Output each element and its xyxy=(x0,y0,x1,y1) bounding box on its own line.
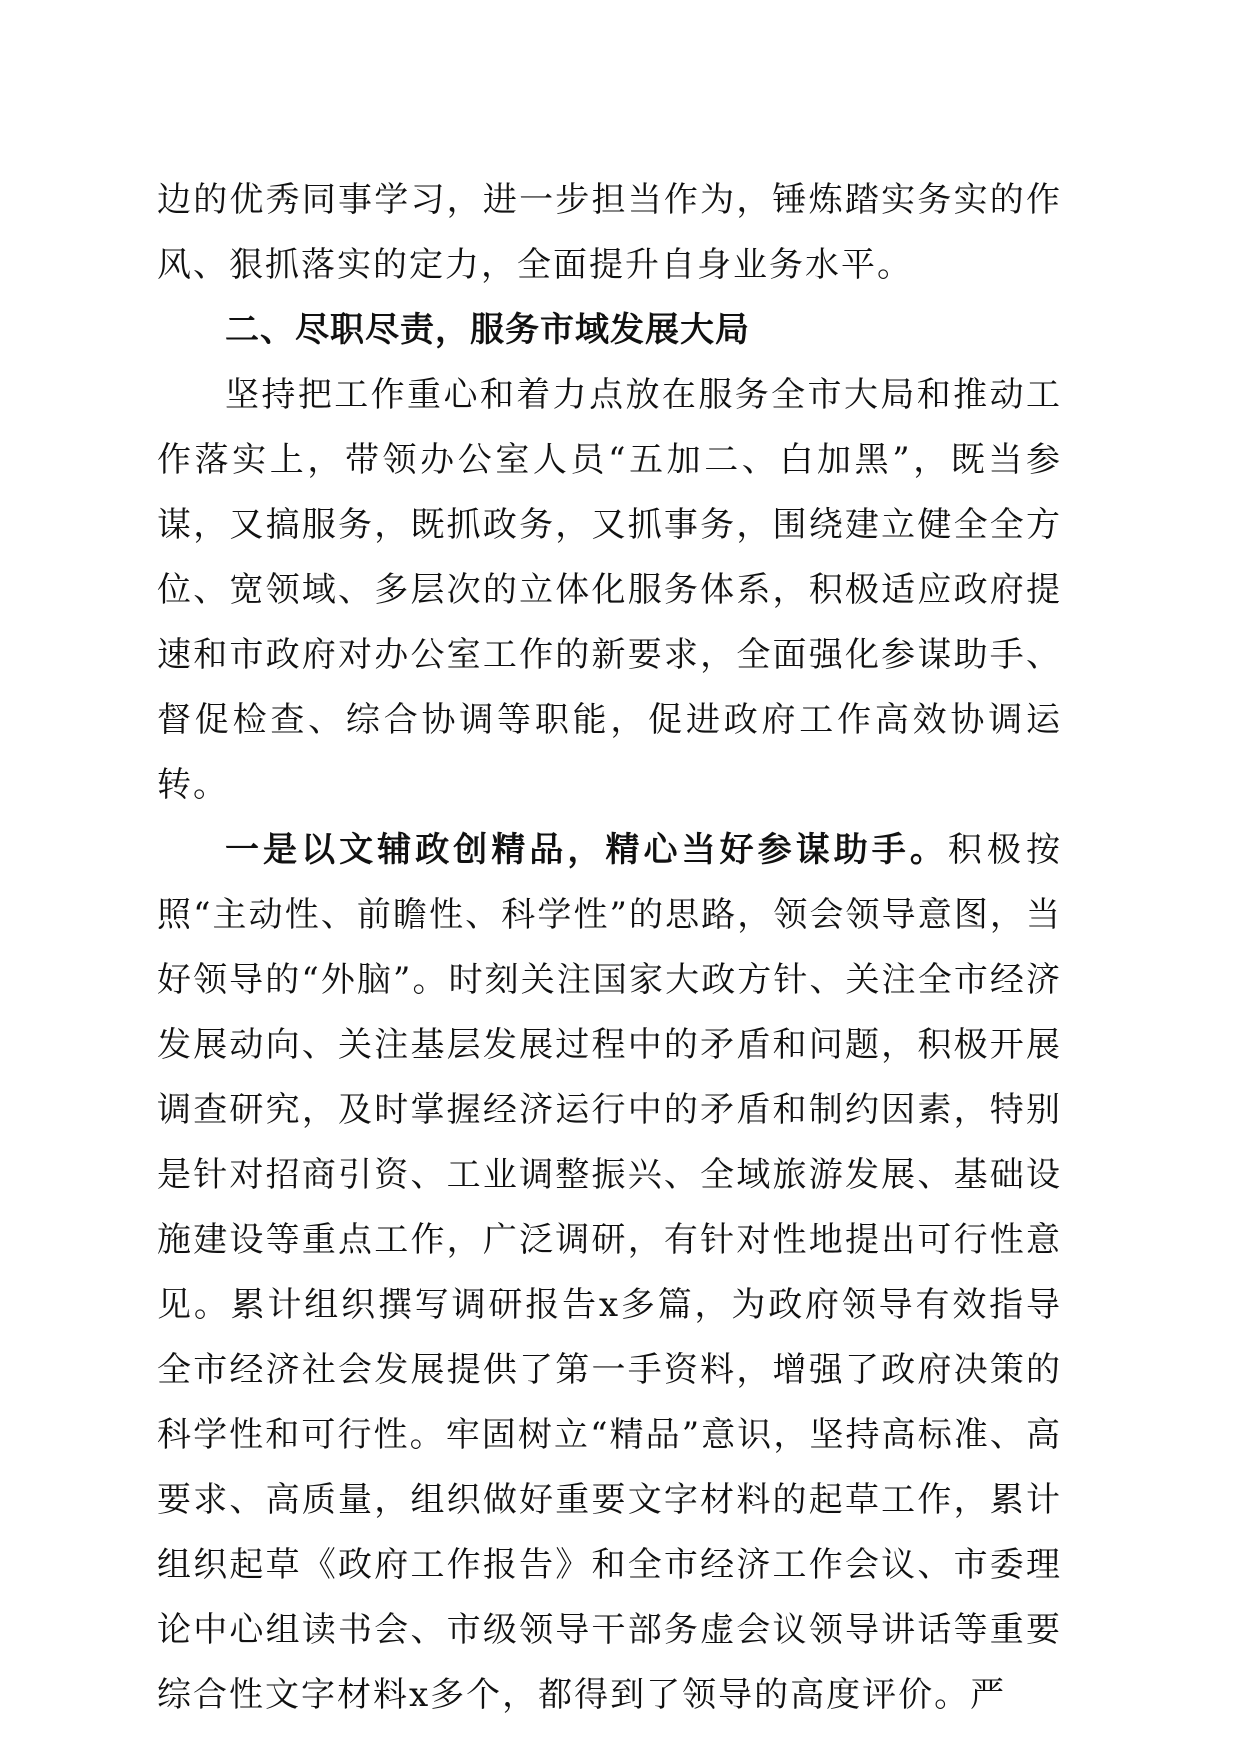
point-body-text: 积极按照“主动性、前瞻性、科学性”的思路，领会领导意图，当好领导的“外脑”。时刻关注国家大政方针、关注全市经济发展动向、关注基层发展过程中的矛盾和问题，积极开展调查研究，及时掌握经济运行中的矛盾和制约因素，特别是针对招商引资、工业调整振兴、全域旅游发展、基础设施建设等重点工作，广泛调研，有针对性地提出可行性意见。累计组织撰写调研报告x多篇，为政府领导有效指导全市经济社会发展提供了第一手资料，增强了政府决策的科学性和可行性。牢固树立“精品”意识，坚持高标准、高要求、高质量，组织做好重要文字材料的起草工作，累计组织起草《政府工作报告》和全市经济工作会议、市委理论中心组读书会、市级领导干部务虚会议领导讲话等重要综合性文字材料x多个，都得到了领导的高度评价。严 xyxy=(157,830,1063,1715)
section-heading: 二、尽职尽责，服务市域发展大局 xyxy=(225,310,750,350)
point-lead-sentence: 一是以文辅政创精品，精心当好参谋助手。 xyxy=(225,830,948,870)
paragraph-continuation: 边的优秀同事学习，进一步担当作为，锤炼踏实务实的作风、狠抓落实的定力，全面提升自身业务水平。 xyxy=(157,180,1062,285)
document-page xyxy=(157,168,1062,1728)
paragraph-body: 坚持把工作重心和着力点放在服务全市大局和推动工作落实上，带领办公室人员“五加二、白加黑”，既当参谋，又搞服务，既抓政务，又抓事务，围绕建立健全全方位、宽领域、多层次的立体化服务体系，积极适应政府提速和市政府对办公室工作的新要求，全面强化参谋助手、督促检查、综合协调等职能，促进政府工作高效协调运转。 xyxy=(157,375,1062,805)
paragraph-point-one xyxy=(157,818,1062,1728)
